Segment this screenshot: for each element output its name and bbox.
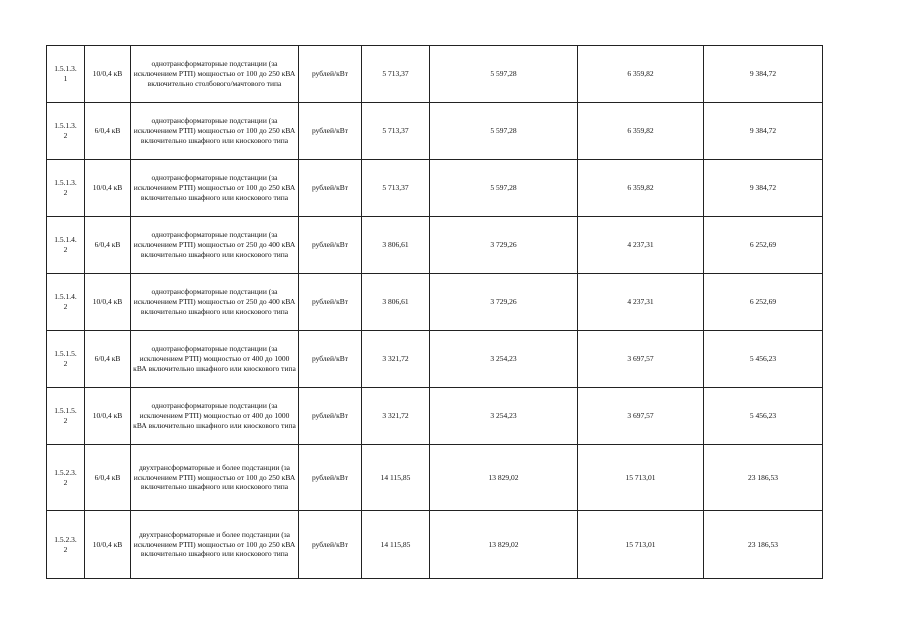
row-description: однотрансформаторные подстанции (за исключением РТП) мощностью от 400 до 1000 кВА включительно шкафного или киоскового типа bbox=[131, 388, 299, 445]
table-row bbox=[47, 388, 823, 445]
row-value-1: 5 713,37 bbox=[362, 160, 430, 217]
row-unit: рублей/кВт bbox=[299, 445, 362, 511]
row-value-4: 6 252,69 bbox=[704, 217, 823, 274]
table-row bbox=[47, 103, 823, 160]
row-value-1: 14 115,85 bbox=[362, 511, 430, 579]
row-value-4: 9 384,72 bbox=[704, 103, 823, 160]
row-value-3: 6 359,82 bbox=[578, 103, 704, 160]
row-unit: рублей/кВт bbox=[299, 160, 362, 217]
row-description: однотрансформаторные подстанции (за исключением РТП) мощностью от 100 до 250 кВА включительно шкафного или киоскового типа bbox=[131, 103, 299, 160]
row-value-3: 4 237,31 bbox=[578, 217, 704, 274]
row-voltage: 6/0,4 кВ bbox=[85, 331, 131, 388]
row-unit: рублей/кВт bbox=[299, 46, 362, 103]
table-row bbox=[47, 511, 823, 579]
row-value-3: 3 697,57 bbox=[578, 331, 704, 388]
row-description: однотрансформаторные подстанции (за исключением РТП) мощностью от 250 до 400 кВА включительно шкафного или киоскового типа bbox=[131, 274, 299, 331]
row-description: двухтрансформаторные и более подстанции (за исключением РТП) мощностью от 100 до 250 кВА включительно шкафного или киоскового типа bbox=[131, 445, 299, 511]
row-voltage: 10/0,4 кВ bbox=[85, 274, 131, 331]
row-value-1: 5 713,37 bbox=[362, 103, 430, 160]
row-code: 1.5.1.3. 2 bbox=[47, 103, 85, 160]
row-description: однотрансформаторные подстанции (за исключением РТП) мощностью от 400 до 1000 кВА включительно шкафного или киоскового типа bbox=[131, 331, 299, 388]
table-row bbox=[47, 445, 823, 511]
row-voltage: 6/0,4 кВ bbox=[85, 103, 131, 160]
row-code: 1.5.2.3. 2 bbox=[47, 445, 85, 511]
row-value-1: 14 115,85 bbox=[362, 445, 430, 511]
table-row bbox=[47, 274, 823, 331]
table-row bbox=[47, 217, 823, 274]
row-value-2: 3 254,23 bbox=[430, 388, 578, 445]
row-value-3: 3 697,57 bbox=[578, 388, 704, 445]
row-value-4: 9 384,72 bbox=[704, 46, 823, 103]
row-unit: рублей/кВт bbox=[299, 511, 362, 579]
row-value-4: 23 186,53 bbox=[704, 511, 823, 579]
row-value-1: 3 321,72 bbox=[362, 331, 430, 388]
row-description: однотрансформаторные подстанции (за исключением РТП) мощностью от 100 до 250 кВА включительно столбового/мачтового типа bbox=[131, 46, 299, 103]
row-unit: рублей/кВт bbox=[299, 217, 362, 274]
row-value-1: 3 321,72 bbox=[362, 388, 430, 445]
row-voltage: 10/0,4 кВ bbox=[85, 46, 131, 103]
row-code: 1.5.1.5. 2 bbox=[47, 331, 85, 388]
row-value-2: 3 729,26 bbox=[430, 274, 578, 331]
row-value-4: 6 252,69 bbox=[704, 274, 823, 331]
row-code: 1.5.1.4. 2 bbox=[47, 217, 85, 274]
row-value-2: 13 829,02 bbox=[430, 445, 578, 511]
row-value-3: 15 713,01 bbox=[578, 445, 704, 511]
row-value-1: 3 806,61 bbox=[362, 217, 430, 274]
row-code: 1.5.1.4. 2 bbox=[47, 274, 85, 331]
row-voltage: 6/0,4 кВ bbox=[85, 217, 131, 274]
row-value-2: 5 597,28 bbox=[430, 103, 578, 160]
row-value-3: 4 237,31 bbox=[578, 274, 704, 331]
row-voltage: 6/0,4 кВ bbox=[85, 445, 131, 511]
row-code: 1.5.1.3. 2 bbox=[47, 160, 85, 217]
tariff-table bbox=[46, 45, 823, 579]
row-value-2: 3 254,23 bbox=[430, 331, 578, 388]
row-unit: рублей/кВт bbox=[299, 103, 362, 160]
row-description: однотрансформаторные подстанции (за исключением РТП) мощностью от 100 до 250 кВА включительно шкафного или киоскового типа bbox=[131, 160, 299, 217]
row-value-1: 3 806,61 bbox=[362, 274, 430, 331]
row-value-2: 13 829,02 bbox=[430, 511, 578, 579]
table-row bbox=[47, 160, 823, 217]
row-description: однотрансформаторные подстанции (за исключением РТП) мощностью от 250 до 400 кВА включительно шкафного или киоскового типа bbox=[131, 217, 299, 274]
row-unit: рублей/кВт bbox=[299, 331, 362, 388]
row-value-4: 9 384,72 bbox=[704, 160, 823, 217]
table-row bbox=[47, 331, 823, 388]
row-value-4: 5 456,23 bbox=[704, 331, 823, 388]
row-value-2: 5 597,28 bbox=[430, 46, 578, 103]
row-value-2: 5 597,28 bbox=[430, 160, 578, 217]
row-code: 1.5.1.3. 1 bbox=[47, 46, 85, 103]
table-row bbox=[47, 46, 823, 103]
row-value-2: 3 729,26 bbox=[430, 217, 578, 274]
row-voltage: 10/0,4 кВ bbox=[85, 511, 131, 579]
row-value-4: 5 456,23 bbox=[704, 388, 823, 445]
row-value-3: 15 713,01 bbox=[578, 511, 704, 579]
row-description: двухтрансформаторные и более подстанции (за исключением РТП) мощностью от 100 до 250 кВА включительно шкафного или киоскового типа bbox=[131, 511, 299, 579]
row-code: 1.5.2.3. 2 bbox=[47, 511, 85, 579]
row-value-1: 5 713,37 bbox=[362, 46, 430, 103]
row-code: 1.5.1.5. 2 bbox=[47, 388, 85, 445]
row-value-3: 6 359,82 bbox=[578, 160, 704, 217]
row-unit: рублей/кВт bbox=[299, 274, 362, 331]
row-value-3: 6 359,82 bbox=[578, 46, 704, 103]
row-value-4: 23 186,53 bbox=[704, 445, 823, 511]
row-voltage: 10/0,4 кВ bbox=[85, 388, 131, 445]
row-voltage: 10/0,4 кВ bbox=[85, 160, 131, 217]
row-unit: рублей/кВт bbox=[299, 388, 362, 445]
